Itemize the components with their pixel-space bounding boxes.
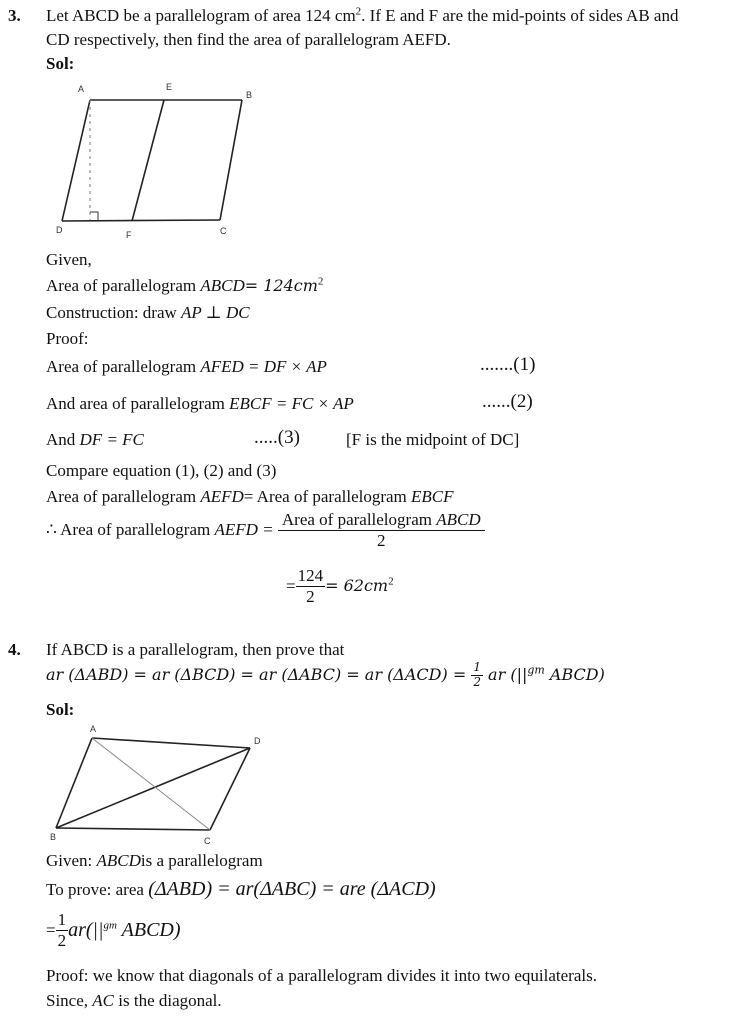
q4-half-fraction xyxy=(471,661,483,690)
q4-half-den: 2 xyxy=(57,930,67,950)
diagonal-ac xyxy=(92,738,210,830)
q3-frac2-den: 2 xyxy=(306,586,315,606)
q3-frac2-num: 124 xyxy=(297,566,324,585)
question-3-text-line1 xyxy=(46,6,678,26)
q4-given xyxy=(46,851,263,871)
q4-to-prove xyxy=(46,878,436,901)
q4-line2-a: ar (ΔABD) = ar (ΔBCD) = ar (ΔABC) = ar (ΔACD) = xyxy=(46,665,467,685)
q4-since-a: Since, xyxy=(46,991,89,1010)
q4-sol-label: Sol: xyxy=(46,700,75,719)
q4-half-lead: = xyxy=(46,920,56,940)
q4-half-b: ar(|| xyxy=(68,918,104,941)
side-cb xyxy=(56,828,210,830)
q3-therefore-a: ∴ Area of parallelogram xyxy=(46,520,211,540)
q3-constr-expr: AP ⊥ DC xyxy=(181,303,250,322)
q3-frac1-den: 2 xyxy=(376,530,386,550)
q3-eq4-b: AEFD xyxy=(200,487,244,506)
q3-line1-b: . If E and F are the mid-points of sides AB and xyxy=(361,6,679,25)
q3-area-line xyxy=(46,276,323,296)
q3-eq4-a: Area of parallelogram xyxy=(46,487,197,506)
q4-line2-b: ar (|| xyxy=(488,665,528,685)
q3-therefore-b: AEFD = xyxy=(214,520,274,540)
q3-frac1-num-expr: ABCD xyxy=(436,510,481,529)
q3-constr-text: Construction: draw xyxy=(46,303,177,322)
q3-area-sup: 2 xyxy=(317,275,324,288)
q4-line2-c: ABCD) xyxy=(544,665,605,685)
label-b: B xyxy=(246,90,253,100)
q3-line1-sup: 2 xyxy=(355,5,362,18)
segment-ef xyxy=(132,100,164,221)
q3-proof-label: Proof: xyxy=(46,329,89,348)
question-3-number: 3. xyxy=(8,6,21,25)
question-4-equation xyxy=(46,661,605,690)
label-a: A xyxy=(90,724,97,734)
q3-eq1-text: Area of parallelogram xyxy=(46,357,197,376)
q3-eq3-expr: DF = FC xyxy=(79,430,144,449)
label-c: C xyxy=(204,836,211,846)
q3-eq4 xyxy=(46,487,454,507)
q4-half-area-line xyxy=(46,910,181,950)
q3-frac2-tail: = 62cm xyxy=(325,576,389,596)
label-f: F xyxy=(126,230,132,240)
parallelogram-figure-abcd-diagonals xyxy=(46,722,276,850)
q3-eq1 xyxy=(46,357,327,377)
q3-eq2-tag: ......(2) xyxy=(482,391,533,412)
right-angle-mark xyxy=(90,212,98,220)
side-dc xyxy=(62,220,220,221)
q3-compare: Compare equation (1), (2) and (3) xyxy=(46,461,277,480)
q3-fraction-124-half xyxy=(296,566,326,606)
question-3-text-line2: CD respectively, then find the area of parallelogram AEFD. xyxy=(46,30,451,49)
q4-toprove-b: (ΔABD) = ar(ΔABC) = are (ΔACD) xyxy=(148,878,436,900)
label-d: D xyxy=(56,225,63,235)
q3-fraction-area-half xyxy=(278,510,485,550)
q3-eq1-tag: .......(1) xyxy=(480,354,536,375)
q4-half-num: 1 xyxy=(57,910,67,929)
q4-line2-den: 2 xyxy=(473,674,481,689)
q4-given-c: is a parallelogram xyxy=(140,851,263,870)
side-bc xyxy=(220,100,242,220)
q3-eq2-text: And area of parallelogram xyxy=(46,394,225,413)
q4-line2-sup: gm xyxy=(527,663,545,677)
q4-half-fraction-2 xyxy=(56,910,69,950)
label-a: A xyxy=(78,84,85,94)
q3-result-line xyxy=(286,566,394,606)
q3-area-val: = 124cm xyxy=(244,276,318,295)
q3-given: Given, xyxy=(46,250,92,269)
question-4-number: 4. xyxy=(8,640,21,659)
side-da xyxy=(62,100,90,221)
side-ad xyxy=(92,738,250,748)
side-dc xyxy=(210,748,250,830)
q3-therefore-line xyxy=(46,510,485,550)
q3-eq2-expr: EBCF = FC × AP xyxy=(229,394,354,413)
q4-toprove-a: To prove: area xyxy=(46,880,144,899)
q3-construction-line xyxy=(46,303,250,323)
q3-area-expr: ABCD xyxy=(200,276,245,295)
q4-proof-line: Proof: we know that diagonals of a parallelogram divides it into two equilaterals. xyxy=(46,966,597,985)
q3-area-text: Area of parallelogram xyxy=(46,276,197,295)
label-b: B xyxy=(50,832,57,842)
q3-frac2-lead: = xyxy=(286,576,296,596)
label-c: C xyxy=(220,226,227,236)
q3-eq4-c: = Area of parallelogram xyxy=(243,487,407,506)
q4-half-sup: gm xyxy=(103,918,117,931)
q3-frac2-sup: 2 xyxy=(388,575,394,588)
q4-since-b: AC xyxy=(92,991,115,1010)
q3-line1-a: Let ABCD be a parallelogram of area 124 cm xyxy=(46,6,356,25)
q3-eq1-expr: AFED = DF × AP xyxy=(200,357,327,376)
label-d: D xyxy=(254,736,261,746)
q3-eq3-note: [F is the midpoint of DC] xyxy=(346,430,520,449)
q3-eq2 xyxy=(46,394,354,414)
q4-since-c: is the diagonal. xyxy=(118,991,222,1010)
diagonal-bd xyxy=(56,748,250,828)
label-e: E xyxy=(166,82,173,92)
q3-frac1-num-text: Area of parallelogram xyxy=(281,510,432,529)
q3-eq3-text: And xyxy=(46,430,76,449)
q4-given-a: Given: xyxy=(46,851,93,870)
q3-eq3 xyxy=(46,430,144,450)
q3-sol-label: Sol: xyxy=(46,54,75,73)
q3-eq3-tag: .....(3) xyxy=(254,427,300,448)
q4-given-b: ABCD xyxy=(96,851,141,870)
question-4-text-line1: If ABCD is a parallelogram, then prove that xyxy=(46,640,345,659)
q3-eq4-d: EBCF xyxy=(411,487,454,506)
q4-since-line xyxy=(46,991,222,1011)
q4-half-c: ABCD) xyxy=(117,918,181,941)
parallelogram-figure-abcd-efd xyxy=(50,78,260,248)
side-ba xyxy=(56,738,92,828)
q4-line2-num: 1 xyxy=(473,660,481,674)
